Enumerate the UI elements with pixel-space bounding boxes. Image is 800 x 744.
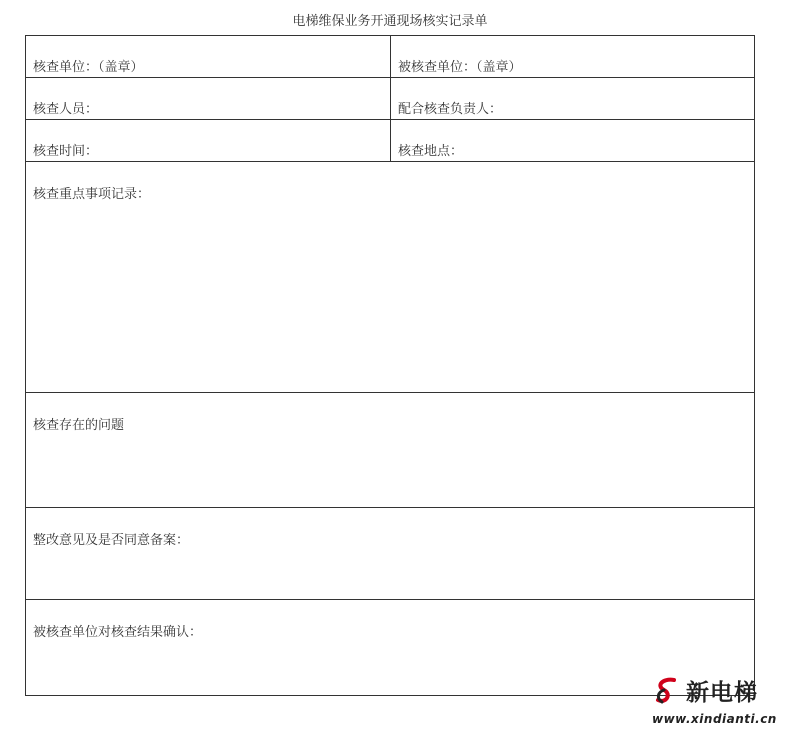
cooperating-person-label: 配合核查负责人：	[398, 102, 503, 117]
inspection-time-cell[interactable]	[26, 120, 391, 162]
rectification-label: 整改意见及是否同意备案：	[33, 533, 190, 548]
inspectors-label: 核查人员：	[33, 102, 99, 117]
issues-cell[interactable]	[26, 393, 755, 508]
key-items-label: 核查重点事项记录：	[33, 187, 151, 202]
form-row-issues	[26, 393, 755, 508]
inspectors-cell[interactable]	[26, 78, 391, 120]
inspection-location-label: 核查地点：	[398, 144, 464, 159]
form-row-key-items	[26, 162, 755, 393]
issues-label: 核查存在的问题	[33, 418, 125, 433]
form-row-confirmation	[26, 600, 755, 696]
form-row-units	[26, 36, 755, 78]
inspection-location-cell[interactable]	[391, 120, 755, 162]
form-row-people	[26, 78, 755, 120]
page-title: 电梯维保业务开通现场核实记录单	[292, 14, 488, 29]
brand-name: 新电梯	[686, 680, 758, 706]
confirmation-label: 被核查单位对核查结果确认：	[33, 625, 203, 640]
record-form-table	[25, 35, 755, 696]
confirmation-cell[interactable]	[26, 600, 755, 696]
brand-logo-icon	[652, 676, 682, 706]
watermark	[652, 674, 792, 734]
inspecting-unit-cell[interactable]	[26, 36, 391, 78]
inspected-unit-cell[interactable]	[391, 36, 755, 78]
rectification-cell[interactable]	[26, 508, 755, 600]
inspecting-unit-label: 核查单位：（盖章）	[33, 60, 144, 75]
form-row-rectification	[26, 508, 755, 600]
brand-url: www.xindianti.cn	[652, 712, 777, 726]
inspection-time-label: 核查时间：	[33, 144, 99, 159]
inspected-unit-label: 被核查单位：（盖章）	[398, 60, 522, 75]
key-items-cell[interactable]	[26, 162, 755, 393]
cooperating-person-cell[interactable]	[391, 78, 755, 120]
form-row-time-place	[26, 120, 755, 162]
